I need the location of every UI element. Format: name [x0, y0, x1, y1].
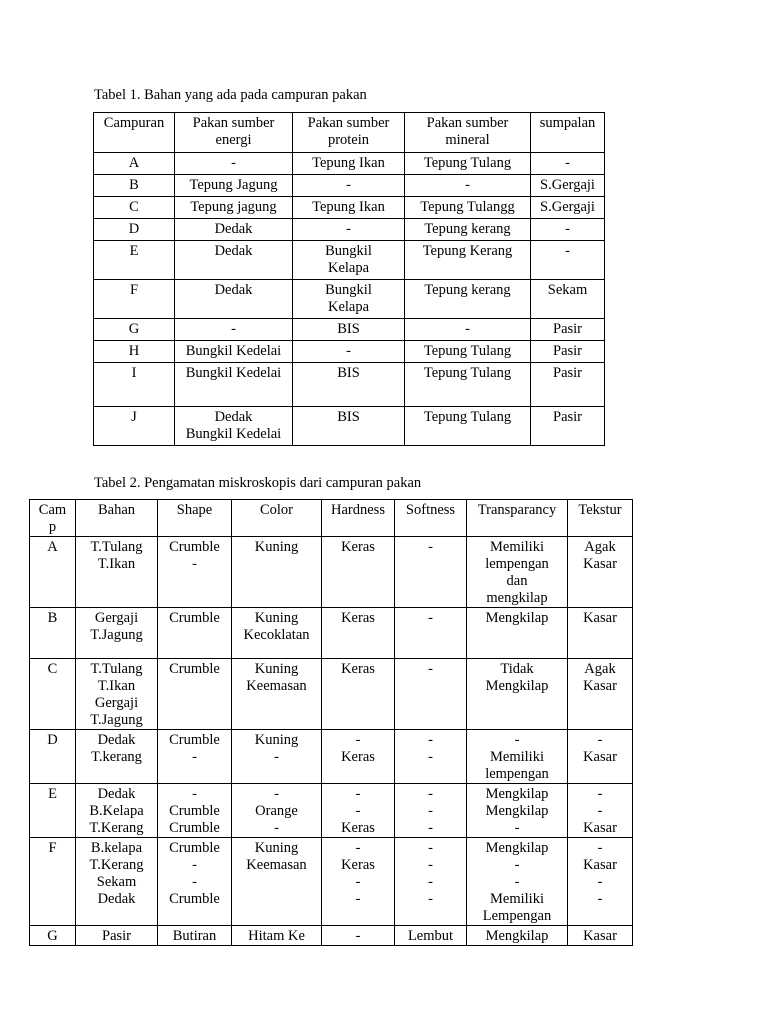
table2-cell: Dedak T.kerang	[76, 730, 158, 784]
table2-cell: Dedak B.Kelapa T.Kerang	[76, 784, 158, 838]
table2-row	[30, 838, 633, 926]
table1-cell: Bungkil Kedelai	[175, 363, 293, 407]
table2-cell: -	[395, 537, 467, 608]
table2-cell: D	[30, 730, 76, 784]
table2-caption: Tabel 2. Pengamatan miskroskopis dari campuran pakan	[94, 475, 422, 491]
table1-cell: E	[94, 241, 175, 280]
table2-header-cell: Cam p	[30, 500, 76, 537]
table2-cell: Crumble -	[158, 730, 232, 784]
table2-cell: Kasar	[568, 608, 633, 659]
table1-cell: Bungkil Kedelai	[175, 341, 293, 363]
table2-cell: Lembut	[395, 926, 467, 946]
table1-cell: Tepung jagung	[175, 197, 293, 219]
table2-header-cell: Hardness	[322, 500, 395, 537]
table2-cell: Gergaji T.Jagung	[76, 608, 158, 659]
table2-header-row	[30, 500, 633, 537]
table1-cell: Tepung Kerang	[405, 241, 531, 280]
table1-cell: -	[531, 219, 605, 241]
table1-cell: Sekam	[531, 280, 605, 319]
table1-cell: I	[94, 363, 175, 407]
table1-cell: Bungkil Kelapa	[293, 241, 405, 280]
table1-cell: Dedak	[175, 280, 293, 319]
table2-cell: Mengkilap	[467, 926, 568, 946]
table2-cell: -	[395, 659, 467, 730]
table2-cell: Mengkilap Mengkilap -	[467, 784, 568, 838]
table2-cell: - - - -	[395, 838, 467, 926]
table2-cell: - Kasar - -	[568, 838, 633, 926]
table2-cell: B.kelapa T.Kerang Sekam Dedak	[76, 838, 158, 926]
table2-cell: Agak Kasar	[568, 537, 633, 608]
table2-pengamatan-mikroskopis	[29, 499, 633, 946]
table2-cell: C	[30, 659, 76, 730]
table1-cell: Pasir	[531, 341, 605, 363]
table1-row	[94, 280, 605, 319]
table1-row	[94, 407, 605, 446]
table2-cell: E	[30, 784, 76, 838]
table1-cell: Tepung Tulang	[405, 363, 531, 407]
table2-cell: Mengkilap - - Memiliki Lempengan	[467, 838, 568, 926]
table2-cell: Keras	[322, 608, 395, 659]
table1-header-row	[94, 113, 605, 153]
table1-cell: Tepung Tulang	[405, 341, 531, 363]
table1-row	[94, 197, 605, 219]
table1-cell: -	[175, 153, 293, 175]
table2-header-cell: Color	[232, 500, 322, 537]
table1-cell: Pasir	[531, 319, 605, 341]
table2-cell: T.Tulang T.Ikan Gergaji T.Jagung	[76, 659, 158, 730]
table1-cell: Tepung Ikan	[293, 197, 405, 219]
table1-cell: G	[94, 319, 175, 341]
table1-cell: Tepung Tulangg	[405, 197, 531, 219]
table2-row	[30, 537, 633, 608]
table1-cell: -	[293, 175, 405, 197]
table2-cell: Mengkilap	[467, 608, 568, 659]
table1-cell: C	[94, 197, 175, 219]
table1-cell: Pasir	[531, 407, 605, 446]
table2-cell: T.Tulang T.Ikan	[76, 537, 158, 608]
table1-cell: Tepung Tulang	[405, 153, 531, 175]
table2-cell: Butiran	[158, 926, 232, 946]
table2-cell: - Memiliki lempengan	[467, 730, 568, 784]
table2-header-cell: Softness	[395, 500, 467, 537]
table1-cell: Dedak Bungkil Kedelai	[175, 407, 293, 446]
table1-cell: -	[175, 319, 293, 341]
table2-cell: - - -	[395, 784, 467, 838]
table2-cell: Keras	[322, 537, 395, 608]
table1-row	[94, 153, 605, 175]
table2-cell: Kuning -	[232, 730, 322, 784]
table2-cell: - -	[395, 730, 467, 784]
table2-header-cell: Transparancy	[467, 500, 568, 537]
table2-cell: F	[30, 838, 76, 926]
table1-cell: -	[531, 241, 605, 280]
table2-cell: Crumble - - Crumble	[158, 838, 232, 926]
table2-row	[30, 659, 633, 730]
table2-cell: Crumble -	[158, 537, 232, 608]
table1-row	[94, 363, 605, 407]
table2-header-cell: Shape	[158, 500, 232, 537]
table2-cell: Memiliki lempengan dan mengkilap	[467, 537, 568, 608]
table1-row	[94, 319, 605, 341]
table2-cell: - Keras	[322, 730, 395, 784]
table1-cell: A	[94, 153, 175, 175]
table1-caption: Tabel 1. Bahan yang ada pada campuran pakan	[94, 87, 367, 103]
table2-cell: Pasir	[76, 926, 158, 946]
table2-cell: - Crumble Crumble	[158, 784, 232, 838]
table1-row	[94, 175, 605, 197]
table2-cell: - - Kasar	[568, 784, 633, 838]
table1-row	[94, 241, 605, 280]
table1-cell: D	[94, 219, 175, 241]
table2-cell: Keras	[322, 659, 395, 730]
table1-cell: Tepung Jagung	[175, 175, 293, 197]
table1-cell: -	[293, 341, 405, 363]
table2-cell: - Keras - -	[322, 838, 395, 926]
table2-cell: Kuning Kecoklatan	[232, 608, 322, 659]
table1-cell: Tepung Ikan	[293, 153, 405, 175]
table2-row	[30, 926, 633, 946]
table2-row	[30, 608, 633, 659]
table1-header-cell: Pakan sumber energi	[175, 113, 293, 153]
table1-cell: -	[405, 319, 531, 341]
table1-cell: BIS	[293, 363, 405, 407]
table1-cell: -	[531, 153, 605, 175]
table1-cell: Tepung kerang	[405, 280, 531, 319]
table2-cell: Kuning Keemasan	[232, 659, 322, 730]
table2-cell: - Kasar	[568, 730, 633, 784]
table1-cell: Dedak	[175, 219, 293, 241]
table1-cell: S.Gergaji	[531, 175, 605, 197]
table2-cell: -	[322, 926, 395, 946]
table1-cell: Tepung Tulang	[405, 407, 531, 446]
table1-header-cell: Pakan sumber protein	[293, 113, 405, 153]
table2-cell: B	[30, 608, 76, 659]
table1-cell: Tepung kerang	[405, 219, 531, 241]
table1-row	[94, 219, 605, 241]
table1-cell: B	[94, 175, 175, 197]
table1-header-cell: sumpalan	[531, 113, 605, 153]
table1-cell: S.Gergaji	[531, 197, 605, 219]
table2-cell: Kuning	[232, 537, 322, 608]
table2-cell: Kasar	[568, 926, 633, 946]
table2-cell: G	[30, 926, 76, 946]
table2-row	[30, 730, 633, 784]
table2-header-cell: Tekstur	[568, 500, 633, 537]
table1-cell: J	[94, 407, 175, 446]
table2-cell: Kuning Keemasan	[232, 838, 322, 926]
table2-cell: Crumble	[158, 608, 232, 659]
table2-row	[30, 784, 633, 838]
table1-cell: -	[405, 175, 531, 197]
table1-cell: -	[293, 219, 405, 241]
table1-cell: BIS	[293, 319, 405, 341]
table2-cell: A	[30, 537, 76, 608]
table1-cell: Pasir	[531, 363, 605, 407]
table2-cell: Tidak Mengkilap	[467, 659, 568, 730]
table2-cell: Crumble	[158, 659, 232, 730]
table1-cell: F	[94, 280, 175, 319]
table2-header-cell: Bahan	[76, 500, 158, 537]
table2-cell: - Orange -	[232, 784, 322, 838]
table1-cell: BIS	[293, 407, 405, 446]
table1-cell: Bungkil Kelapa	[293, 280, 405, 319]
table1-cell: Dedak	[175, 241, 293, 280]
table1-bahan-campuran	[93, 112, 605, 446]
table1-header-cell: Pakan sumber mineral	[405, 113, 531, 153]
table1-header-cell: Campuran	[94, 113, 175, 153]
table1-cell: H	[94, 341, 175, 363]
table2-cell: - - Keras	[322, 784, 395, 838]
table1-row	[94, 341, 605, 363]
table2-cell: Agak Kasar	[568, 659, 633, 730]
table2-cell: Hitam Ke	[232, 926, 322, 946]
table2-cell: -	[395, 608, 467, 659]
